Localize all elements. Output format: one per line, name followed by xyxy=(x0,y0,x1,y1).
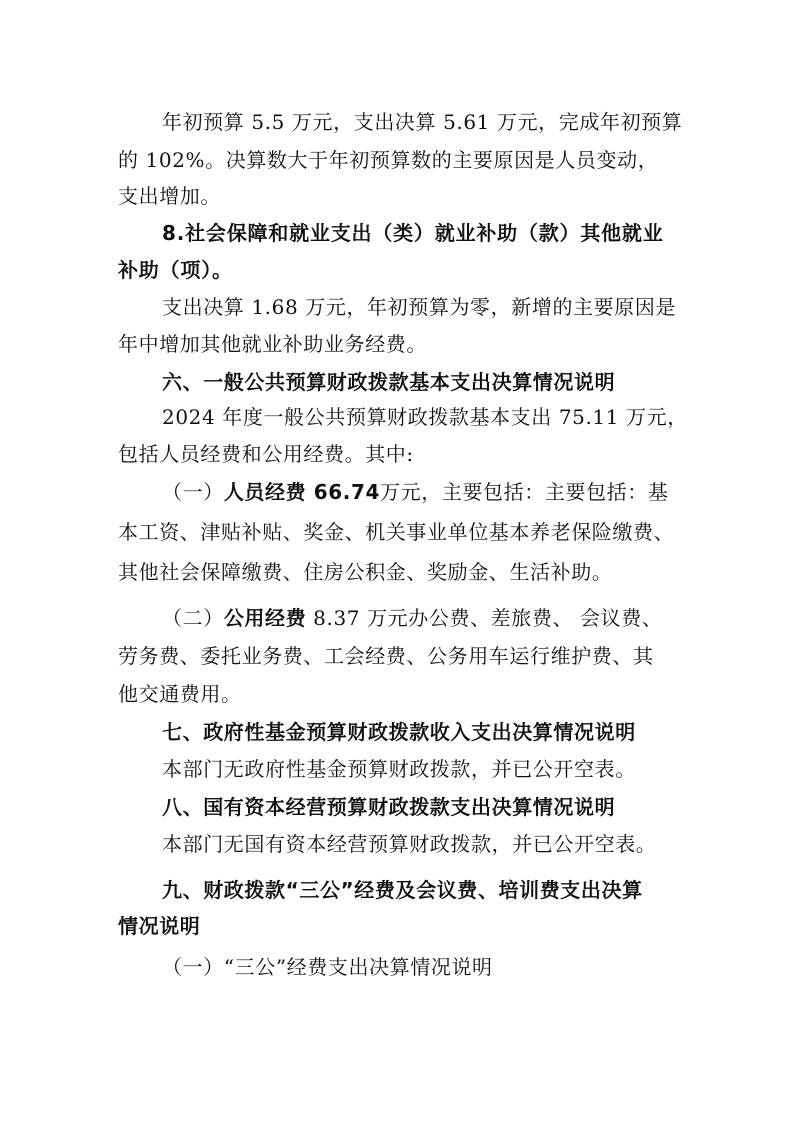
paragraph-line: 本部门无政府性基金预算财政拨款，并已公开空表。 xyxy=(162,757,636,781)
paragraph-line: 支出增加。 xyxy=(118,184,221,208)
paragraph-line: 年初预算 5.5 万元，支出决算 5.61 万元，完成年初预算 xyxy=(162,110,683,134)
section-heading: 九、财政拨款“三公”经费及会议费、培训费支出决算 xyxy=(162,878,643,902)
paragraph-line xyxy=(162,478,668,506)
section-heading: 情况说明 xyxy=(118,914,201,938)
paragraph-line: 2024 年度一般公共预算财政拨款基本支出 75.11 万元， xyxy=(162,405,688,429)
paragraph-line: 包括人员经费和公用经费。其中: xyxy=(118,442,414,466)
paragraph-line: 他交通费用。 xyxy=(118,682,242,706)
emphasis-text: 人员经费 66.74 xyxy=(223,480,381,504)
section-heading: 八、国有资本经营预算财政拨款支出决算情况说明 xyxy=(162,795,616,819)
paragraph-line: 其他社会保障缴费、住房公积金、奖励金、生活补助。 xyxy=(118,560,613,584)
paragraph-text: 8.37 万元办公费、差旅费、 会议费、 xyxy=(306,606,663,630)
subsection-heading: （一）“三公”经费支出决算情况说明 xyxy=(162,955,493,979)
paragraph-line: 本部门无国有资本经营预算财政拨款，并已公开空表。 xyxy=(162,832,657,856)
paragraph-line xyxy=(162,604,662,632)
paragraph-line: 劳务费、委托业务费、工会经费、公务用车运行维护费、其 xyxy=(118,644,654,668)
emphasis-text: 公用经费 xyxy=(223,606,307,630)
paragraph-line: 支出决算 1.68 万元，年初预算为零，新增的主要原因是 xyxy=(162,295,677,319)
list-marker: （一） xyxy=(162,480,224,504)
section-subheading: 补助（项）。 xyxy=(118,258,233,282)
list-marker: （二） xyxy=(162,606,224,630)
paragraph-line: 本工资、津贴补贴、奖金、机关事业单位基本养老保险缴费、 xyxy=(118,520,675,544)
paragraph-line: 的 102%。决算数大于年初预算数的主要原因是人员变动， xyxy=(118,148,659,172)
section-subheading: 8.社会保障和就业支出（类）就业补助（款）其他就业 xyxy=(162,221,664,245)
section-heading: 六、一般公共预算财政拨款基本支出决算情况说明 xyxy=(162,370,616,394)
paragraph-line: 年中增加其他就业补助业务经费。 xyxy=(118,332,427,356)
paragraph-text: 万元，主要包括：主要包括：基 xyxy=(380,480,669,504)
section-heading: 七、政府性基金预算财政拨款收入支出决算情况说明 xyxy=(162,720,636,744)
